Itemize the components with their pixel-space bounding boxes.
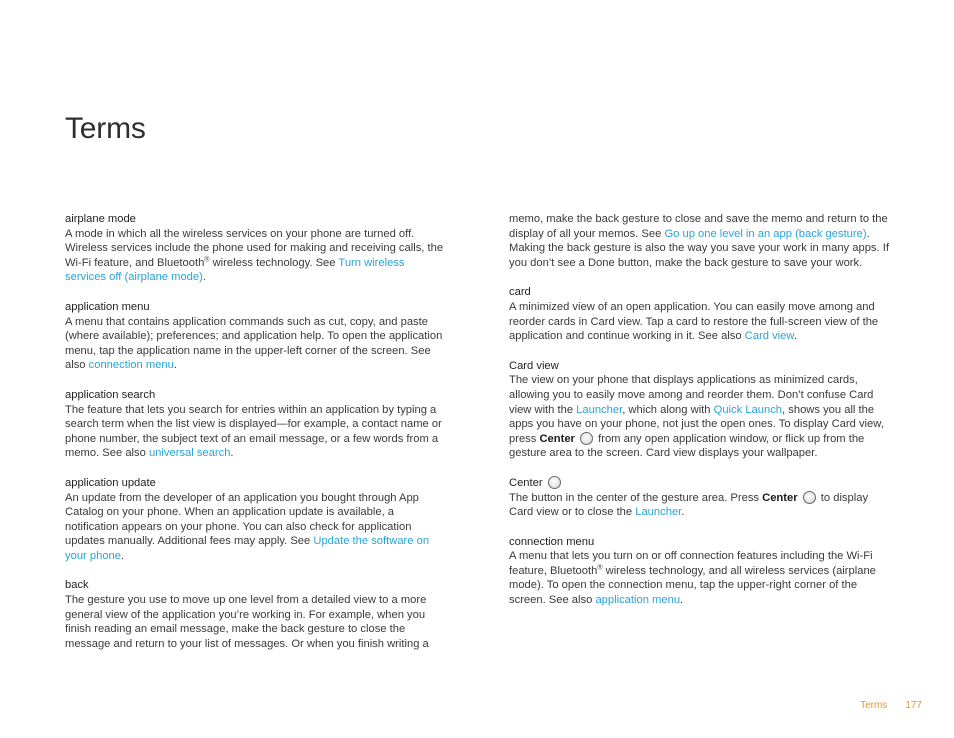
term-heading: Center — [509, 476, 889, 491]
term-heading: Card view — [509, 359, 559, 372]
link-card-view[interactable]: Card view — [744, 330, 794, 343]
link-launcher[interactable]: Launcher — [576, 403, 623, 416]
footer-section-name: Terms — [860, 700, 888, 711]
term-definition: A mode in which all the wireless services on your phone are turned off. Wireless services include the phone used for making and receiving calls, the Wi-Fi feature, and Bluetooth® wireless technology. See Turn wireless services off (airplane mode). — [65, 227, 444, 284]
entry-back — [65, 578, 445, 651]
registered-mark: ® — [597, 564, 603, 572]
page-title: Terms — [65, 112, 146, 145]
term-definition: The view on your phone that displays applications as minimized cards, allowing you to easily move among and reorder them. Don’t confuse Card view with the Launcher, which along with Quick Launch, shows you all the apps you have on your phone, not just the open ones. To display Card view, press Center from any open application window, or flick up from the gesture area to the screen. Card view displays your wallpaper. — [509, 374, 884, 460]
page-footer — [860, 700, 922, 711]
entry-connection-menu — [509, 535, 889, 608]
center-key-label: Center — [762, 491, 798, 504]
term-definition: A menu that contains application commands such as cut, copy, and paste (where available); preferences; and application help. To open the application menu, tap the application name in the upper-left corner of the screen. See also connection menu. — [65, 315, 443, 372]
entry-application-search — [65, 388, 445, 461]
term-heading: card — [509, 286, 531, 299]
footer-page-number: 177 — [905, 700, 922, 711]
term-heading: back — [65, 579, 89, 592]
link-connection-menu[interactable]: connection menu — [88, 359, 174, 372]
term-definition: A minimized view of an open application. You can easily move among and reorder cards in Card view. Tap a card to restore the full-screen view of the application and continue working in it. See also Card view. — [509, 300, 879, 343]
link-application-menu[interactable]: application menu — [595, 594, 681, 607]
entry-application-menu — [65, 300, 445, 373]
entry-application-update — [65, 476, 445, 564]
left-column — [65, 212, 445, 666]
link-quick-launch[interactable]: Quick Launch — [713, 403, 783, 416]
right-column — [509, 212, 889, 623]
center-button-icon — [580, 432, 593, 445]
center-button-icon — [803, 491, 816, 504]
term-heading: airplane mode — [65, 213, 136, 225]
center-button-icon — [548, 476, 561, 489]
registered-mark: ® — [204, 256, 210, 264]
link-turn-wireless-services-off[interactable]: Turn wireless services off (airplane mode) — [65, 256, 405, 284]
term-heading: connection menu — [509, 535, 595, 548]
center-key-label: Center — [539, 432, 575, 445]
link-go-up-one-level[interactable]: Go up one level in an app (back gesture) — [664, 227, 867, 240]
entry-back-continued — [509, 212, 889, 270]
entry-center — [509, 476, 889, 520]
term-definition: memo, make the back gesture to close and save the memo and return to the display of all your memos. See Go up one level in an app (back gesture). Making the back gesture is also the way you save your work in many apps. If you don’t see a Done button, make the back gesture to save your work. — [509, 213, 889, 269]
entry-airplane-mode — [65, 212, 445, 285]
term-definition: A menu that lets you turn on or off connection features including the Wi-Fi feature, Bluetooth® wireless technology, and all wireless services (airplane mode). To open the connection menu, tap the upper-right corner of the screen. See also application menu. — [509, 550, 876, 607]
term-definition: The gesture you use to move up one level from a detailed view to a more general view of the application you’re working in. For example, when you finish reading an email message, make the back gesture to close the message and return to your list of messages. Or when you finish writing a — [65, 594, 429, 650]
link-launcher[interactable]: Launcher — [635, 506, 682, 519]
link-universal-search[interactable]: universal search — [148, 447, 231, 460]
term-definition: The feature that lets you search for entries within an application by typing a search term when the list view is displayed—for example, a contact name or phone number, the subject text of an email message, or a few words from a memo. See also universal search. — [65, 403, 442, 460]
term-heading: application search — [65, 388, 156, 401]
entry-card-view — [509, 359, 889, 461]
term-heading: application update — [65, 476, 156, 489]
term-heading: application menu — [65, 300, 150, 313]
term-definition: An update from the developer of an application you bought through App Catalog on your phone. When an application update is available, a notification appears on your phone. You can also check for application updates manually. Additional fees may apply. See Update the software on your phone. — [65, 491, 430, 562]
entry-card — [509, 285, 889, 343]
link-update-software[interactable]: Update the software on your phone — [65, 535, 430, 562]
term-definition: The button in the center of the gesture area. Press Center to display Card view or to close the Launcher. — [509, 491, 869, 519]
